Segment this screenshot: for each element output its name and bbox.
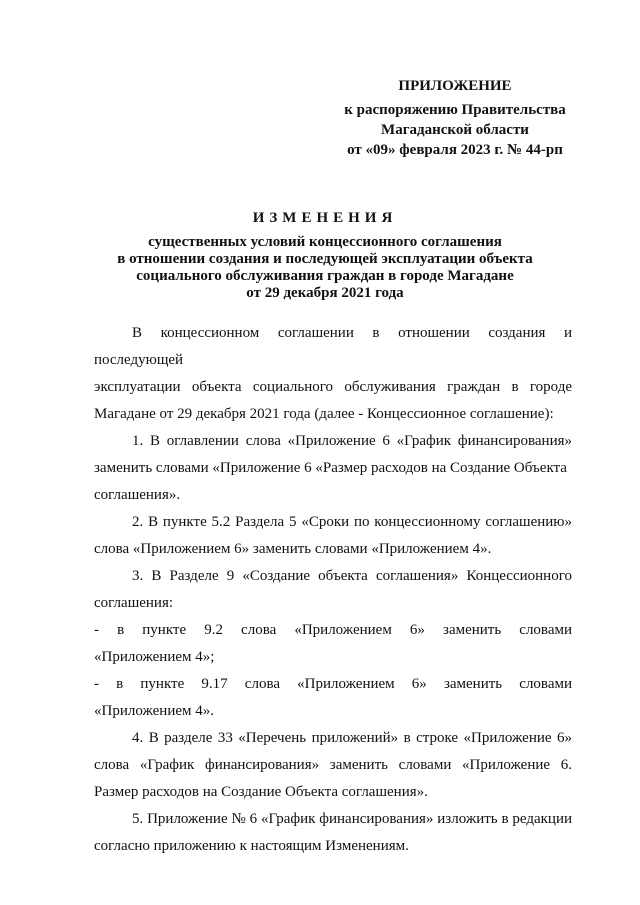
item-2-line: 2. В пункте 5.2 Раздела 5 «Сроки по концессионному соглашению» [132, 514, 572, 530]
subtitle-line: в отношении создания и последующей эксплуатации объекта [117, 251, 533, 267]
item-3a-line: «Приложением 4»; [94, 649, 215, 665]
document-title: ИЗМЕНЕНИЯ [252, 210, 398, 226]
item-4-line: Размер расходов на Создание Объекта соглашения». [94, 784, 428, 800]
intro-line: эксплуатации объекта социального обслуживания граждан в городе [94, 379, 572, 395]
item-3-line: 3. В Разделе 9 «Создание объекта соглашения» Концессионного [132, 568, 572, 584]
subtitle-line: от 29 декабря 2021 года [246, 285, 404, 301]
subtitle-line: социального обслуживания граждан в городе Магадане [136, 268, 514, 284]
item-4-line: слова «График финансирования» заменить словами «Приложение 6. [94, 757, 572, 773]
appendix-line-1: к распоряжению Правительства [344, 102, 566, 118]
intro-line: Магадане от 29 декабря 2021 года (далее - Концессионное соглашение): [94, 406, 554, 422]
item-2-line: слова «Приложением 6» заменить словами «Приложением 4». [94, 541, 492, 557]
item-1-line: заменить словами «Приложение 6 «Размер расходов на Создание Объекта [94, 460, 567, 476]
item-3b-line: - в пункте 9.17 слова «Приложением 6» заменить словами [94, 676, 572, 692]
item-4-line: 4. В разделе 33 «Перечень приложений» в строке «Приложение 6» [132, 730, 572, 746]
item-3b-line: «Приложением 4». [94, 703, 214, 719]
appendix-title: ПРИЛОЖЕНИЕ [398, 78, 512, 94]
document-body [94, 320, 572, 860]
appendix-line-3: от «09» февраля 2023 г. № 44-рп [347, 142, 563, 158]
document-subtitle [60, 234, 590, 302]
appendix-header [320, 76, 590, 160]
subtitle-line: существенных условий концессионного соглашения [148, 234, 502, 250]
item-3a-line: - в пункте 9.2 слова «Приложением 6» заменить словами [94, 622, 572, 638]
item-3-line: соглашения: [94, 595, 174, 611]
item-1-line: соглашения». [94, 487, 181, 503]
intro-line: В концессионном соглашении в отношении создания и последующей [94, 325, 572, 368]
item-5-line: согласно приложению к настоящим Изменениям. [94, 838, 409, 854]
appendix-line-2: Магаданской области [381, 122, 529, 138]
item-1-line: 1. В оглавлении слова «Приложение 6 «График финансирования» [132, 433, 572, 449]
item-5-line: 5. Приложение № 6 «График финансирования» изложить в редакции [132, 811, 572, 827]
